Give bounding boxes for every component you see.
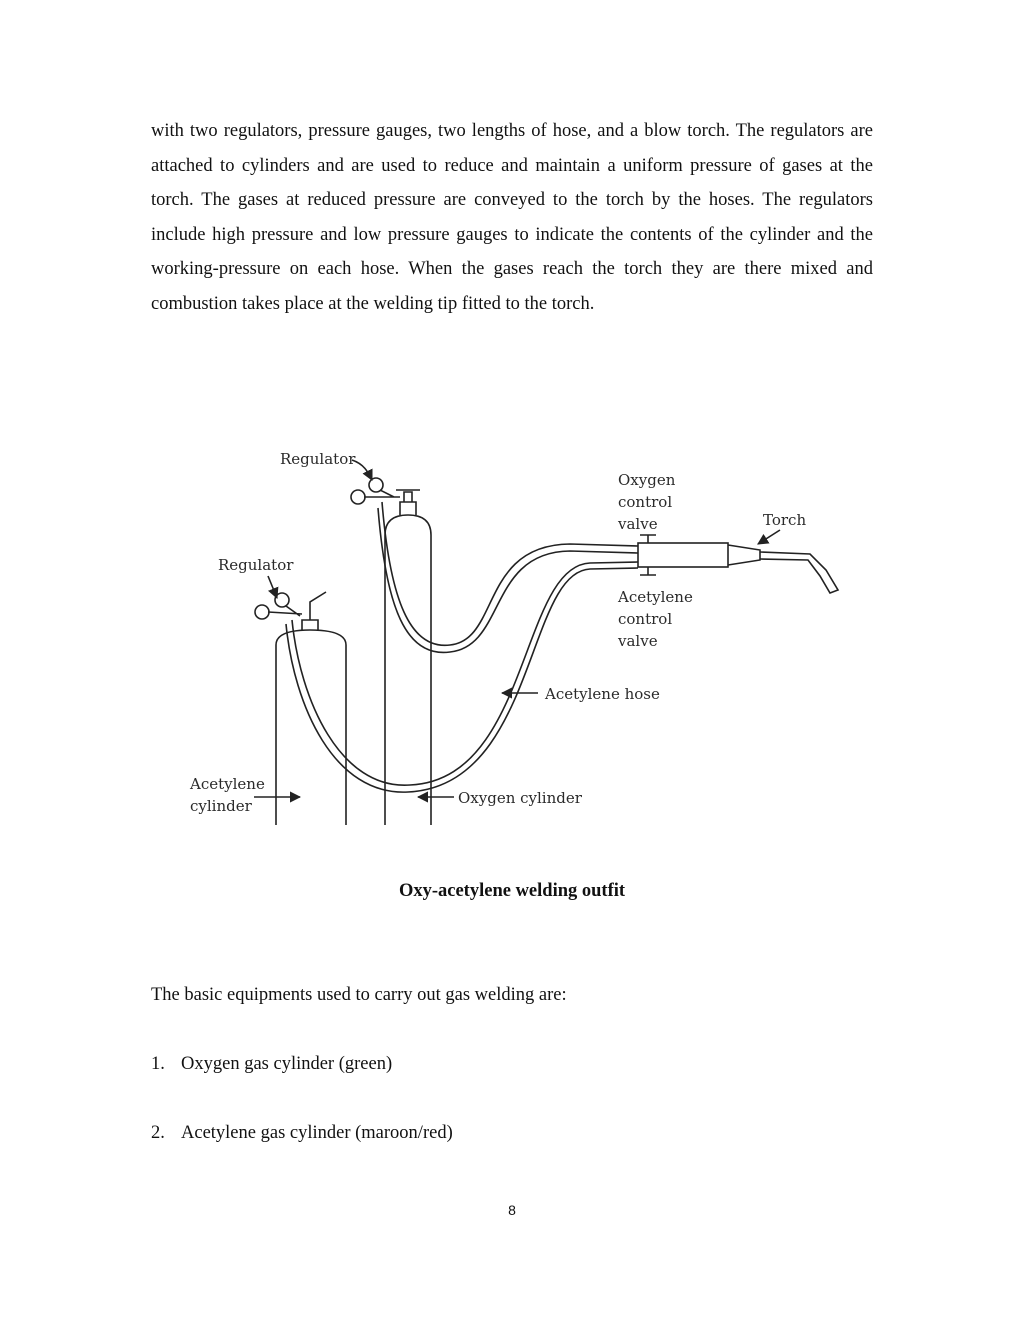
label-acetylene-valve-line3: valve: [618, 632, 658, 650]
diagram-svg: [150, 440, 850, 840]
figure-caption: Oxy-acetylene welding outfit: [398, 881, 626, 901]
label-regulator-top: Regulator: [280, 450, 356, 468]
oxygen-hose: [382, 502, 638, 645]
oxygen-cylinder-valve: [396, 490, 420, 515]
label-acetylene-valve-line2: control: [618, 610, 673, 628]
equipment-list: [151, 1054, 453, 1192]
oxygen-control-valve: [640, 535, 656, 543]
label-regulator-left: Regulator: [218, 556, 294, 574]
oxygen-cylinder: [385, 515, 431, 825]
oxygen-hose-inner: [378, 508, 638, 652]
torch-handle: [728, 545, 760, 565]
torch-tip: [760, 552, 838, 593]
acetylene-cylinder-valve: [302, 592, 326, 630]
body-paragraph: with two regulators, pressure gauges, two lengths of hose, and a blow torch. The regulators are attached to cylinders and are used to reduce and maintain a uniform pressure of gases at the torch. The gases at reduced pressure are conveyed to the torch by the hoses. The regulators include high pressure and low pressure gauges to indicate the contents of the cylinder and the working-pressure on each hose. When the gases reach the torch they are there mixed and combustion takes place at the welding tip fitted to the torch.: [151, 121, 873, 314]
acetylene-control-valve: [640, 567, 656, 575]
welding-outfit-diagram: [150, 440, 850, 840]
label-oxygen-cylinder: Oxygen cylinder: [458, 789, 582, 807]
label-oxygen-valve-line1: Oxygen: [618, 471, 676, 489]
label-acetylene-cylinder-line2: cylinder: [190, 797, 252, 815]
torch-mixer: [638, 543, 728, 567]
label-oxygen-valve-line2: control: [618, 493, 673, 511]
list-item-text: Acetylene gas cylinder (maroon/red): [181, 1123, 453, 1143]
oxygen-regulator-gauge-1: [351, 490, 365, 504]
acetylene-hose: [292, 562, 638, 785]
acetylene-regulator-gauge-1: [255, 605, 269, 619]
list-item-number: 2.: [151, 1123, 165, 1143]
label-acetylene-valve-line1: Acetylene: [618, 588, 693, 606]
equipment-intro: The basic equipments used to carry out gas welding are:: [151, 985, 567, 1005]
list-item: [151, 1123, 453, 1192]
page-number: 8: [508, 1202, 516, 1218]
label-oxygen-valve-line3: valve: [618, 515, 658, 533]
label-acetylene-hose: Acetylene hose: [545, 685, 660, 703]
list-item: [151, 1054, 453, 1123]
acetylene-regulator-gauge-2: [275, 593, 289, 607]
acetylene-cylinder: [276, 630, 346, 825]
label-acetylene-cylinder-line1: Acetylene: [190, 775, 265, 793]
label-torch: Torch: [763, 511, 807, 529]
list-item-text: Oxygen gas cylinder (green): [181, 1054, 393, 1074]
acetylene-hose-inner: [286, 568, 638, 792]
list-item-number: 1.: [151, 1054, 165, 1074]
